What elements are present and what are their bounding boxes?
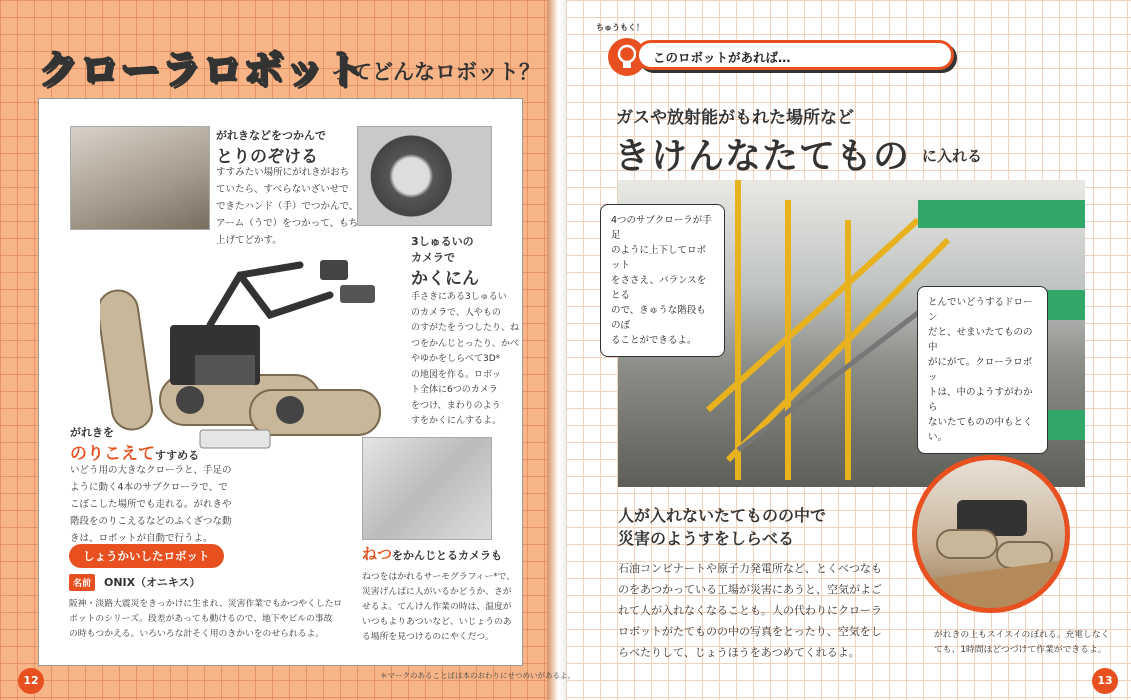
book-gutter bbox=[547, 0, 566, 700]
remove-body: すすみたい場所にがれきがおち ていたら、すべらないざいせで できたハンド（手）でつかんで、 アーム（うで）をつかって、もち 上げてどかす。 bbox=[216, 167, 359, 246]
remove-label-big: とりのぞける bbox=[216, 147, 318, 167]
page-subtitle: ってどんなロボット？ bbox=[330, 60, 540, 84]
thermal-label: ねつをかんじとるカメラも bbox=[362, 545, 503, 563]
page-number-left: 12 bbox=[18, 668, 44, 694]
callout-drone: とんでいどうするドローン だと、せまいたてものの中 がにがて。クローラロボッ トは、中のようすがわから ないたてものの中もとくい。 bbox=[917, 286, 1048, 454]
heading-suffix: に入れる bbox=[922, 147, 983, 165]
heading-big: きけんなたてもの bbox=[614, 136, 911, 177]
thermal-body: ねつをはかれるサーモグラフィー*で、 災害げんばに人がいるかどうか、さが せるよ。てんけん作業の時は、温度が いつもよりあついなど、いじょうのあ る場所を見つけるのにやくだつ。 bbox=[362, 572, 516, 642]
name-tag: 名前 bbox=[69, 574, 95, 591]
attention-label: ちゅうもく！ bbox=[596, 23, 644, 32]
climb-label: のりこえてすすめる bbox=[70, 444, 200, 464]
introduced-robot-pill: しょうかいしたロボット bbox=[69, 544, 224, 568]
camera-label-top: 3しゅるいの bbox=[411, 235, 474, 248]
climb-label-top: がれきを bbox=[70, 426, 114, 439]
claw-photo bbox=[70, 126, 210, 230]
photo-caption: がれきの上もスイスイのぼれる。充電しなく ても、1時間ほどつづけて作業ができるよ。 bbox=[934, 630, 1110, 655]
robot-on-rubble-photo bbox=[912, 455, 1070, 613]
footnote: ＊マークのあることばは本のおわりにせつめいがあるよ。 bbox=[380, 671, 575, 680]
sub-heading-2: 災害のようすをしらべる bbox=[618, 529, 795, 548]
callout-subcrawler: 4つのサブクローラが手足 のように上下してロボット をささえ、バランスをとる ので、きゅうな階段ものぼ ることができるよ。 bbox=[600, 204, 725, 357]
intro-body: 阪神・淡路大震災をきっかけに生まれ、災害作業でもかつやくしたロ ボットのシリーズ。段差があっても動けるので、地下やビルの事故 の時もつかえる。いろいろな計そく用のきかいをのせられるよ。 bbox=[69, 599, 343, 639]
page-number-right: 13 bbox=[1092, 668, 1118, 694]
robot-name: ONIX（オニキス） bbox=[104, 576, 201, 589]
climb-body: いどう用の大きなクローラと、手足の ように動く4本のサブクローラで、で こぼこした場所でも走れる。がれきや 階段をのりこえるなどのふくざつな動 きは、ロボットが自動で行うよ。 bbox=[70, 465, 232, 544]
camera-label-big: かくにん bbox=[411, 269, 479, 289]
heading-small: ガスや放射能がもれた場所など bbox=[616, 108, 854, 128]
right-body: 石油コンビナートや原子力発電所など、とくべつなも のをあつかっている工場が災害にあうと、空気がよご れて人が入れなくなることも。人の代わりにクローラ ロボットがたてものの中の写真をとったり、空気をし らべたりして、じょうほうをあつめてくれるよ。 bbox=[618, 562, 882, 659]
page-title: クローラロボット bbox=[38, 47, 366, 93]
if-robot-badge: このロボットがあれば… bbox=[636, 40, 954, 70]
sub-heading-1: 人が入れないたてものの中で bbox=[618, 506, 827, 525]
remove-label-top: がれきなどをつかんで bbox=[216, 129, 326, 142]
camera-body: 手さきにある3しゅるい のカメラで、人やもの のすがたをうつしたり、ね つをかんじとったり、かべ やゆかをしらべて3D* の地図を作る。ロボッ ト全体に6つのカメラ をつけ、まわりのよう すをかくにんするよ。 bbox=[411, 292, 520, 426]
camera-view-photo bbox=[357, 126, 492, 226]
camera-label-mid: カメラで bbox=[411, 251, 455, 264]
